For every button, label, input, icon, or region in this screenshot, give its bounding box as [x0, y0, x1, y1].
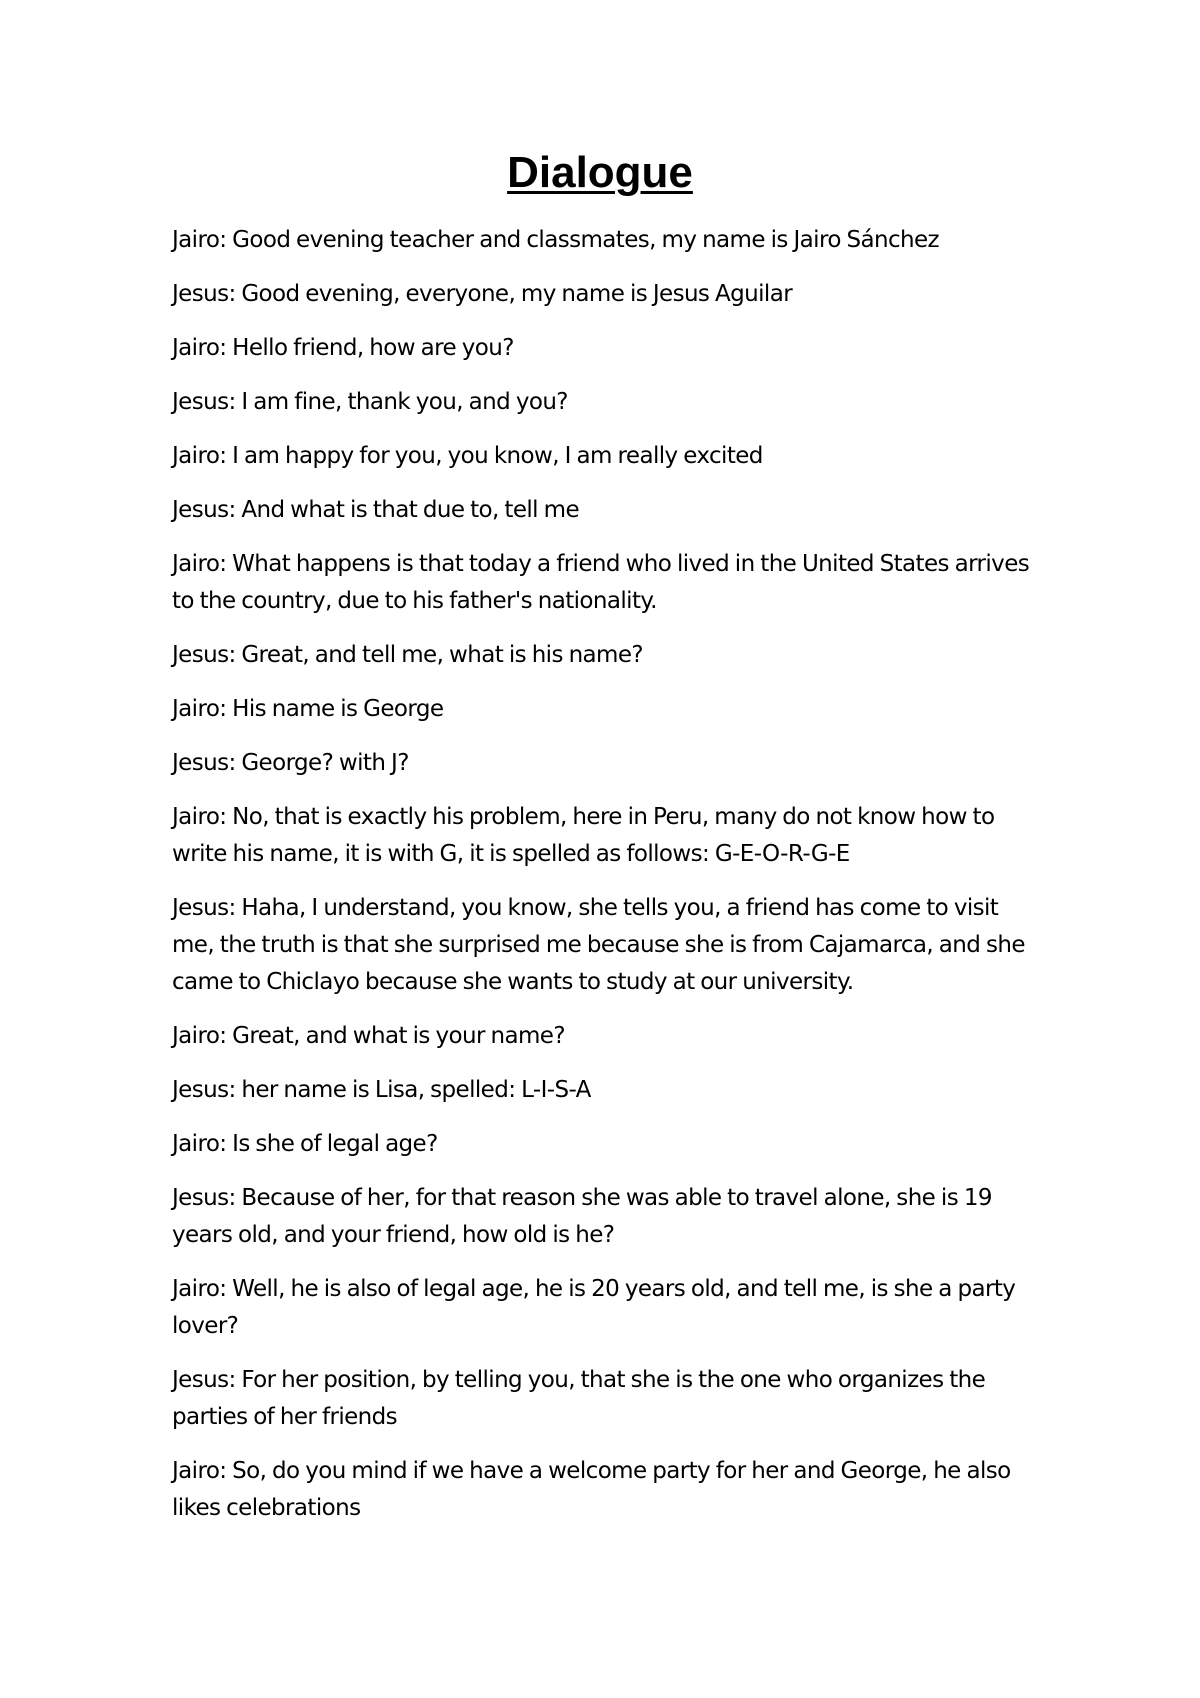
dialogue-list [172, 222, 1032, 1544]
dialogue-line: Jesus: Great, and tell me, what is his name? [172, 642, 644, 668]
dialogue-line: Jesus: George? with J? [172, 750, 409, 776]
dialogue-line: Jairo: No, that is exactly his problem, here in Peru, many do not know how to write his name, it is with G, it is spelled as follows: G-E-O-R-G-E [172, 804, 995, 867]
dialogue-line: Jesus: Because of her, for that reason she was able to travel alone, she is 19 years old, and your friend, how old is he? [172, 1185, 992, 1248]
dialogue-line: Jairo: Well, he is also of legal age, he is 20 years old, and tell me, is she a party lover? [172, 1276, 1016, 1339]
dialogue-line: Jesus: Good evening, everyone, my name is Jesus Aguilar [172, 281, 793, 307]
document-title: Dialogue [507, 148, 693, 197]
dialogue-line: Jairo: Great, and what is your name? [172, 1023, 565, 1049]
dialogue-line: Jairo: So, do you mind if we have a welcome party for her and George, he also likes celebrations [172, 1458, 1011, 1521]
dialogue-line: Jesus: For her position, by telling you, that she is the one who organizes the parties of her friends [172, 1367, 986, 1430]
dialogue-line: Jairo: Is she of legal age? [172, 1131, 438, 1157]
dialogue-line: Jesus: her name is Lisa, spelled: L-I-S-A [172, 1077, 591, 1103]
dialogue-line: Jairo: Good evening teacher and classmates, my name is Jairo Sánchez [172, 227, 940, 253]
dialogue-line: Jairo: What happens is that today a friend who lived in the United States arrives to the country, due to his father's nationality. [172, 551, 1030, 614]
dialogue-line: Jesus: I am fine, thank you, and you? [172, 389, 568, 415]
dialogue-line: Jairo: I am happy for you, you know, I am really excited [172, 443, 763, 469]
dialogue-line: Jairo: Hello friend, how are you? [172, 335, 514, 361]
dialogue-line: Jesus: And what is that due to, tell me [172, 497, 580, 523]
dialogue-line: Jesus: Haha, I understand, you know, she tells you, a friend has come to visit me, the truth is that she surprised me because she is from Cajamarca, and she came to Chiclayo because she wants to study at our university. [172, 895, 1025, 995]
dialogue-line: Jairo: His name is George [172, 696, 444, 722]
